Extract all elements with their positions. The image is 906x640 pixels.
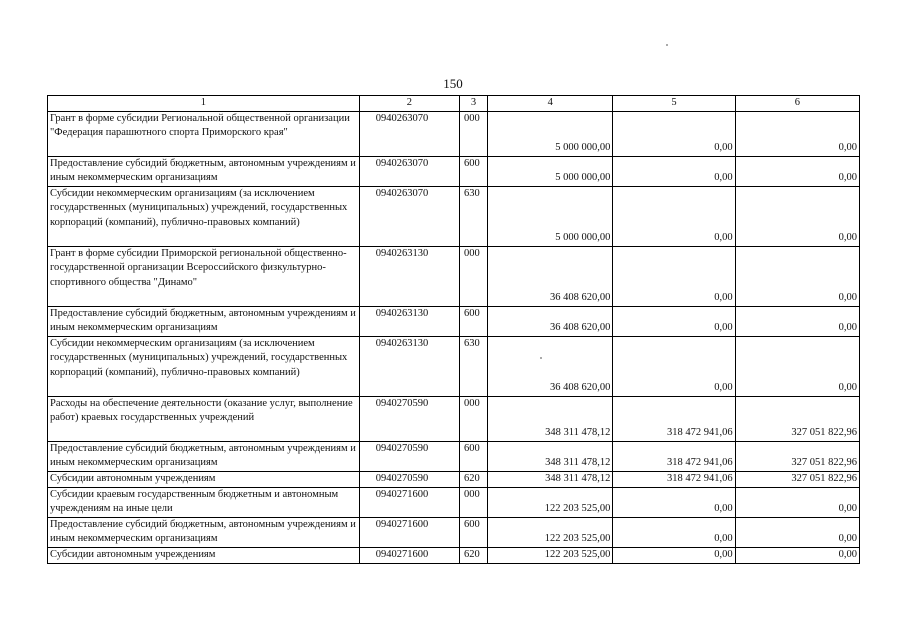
row-code-cell: 0940270590 (359, 396, 459, 441)
row-type-cell: 630 (460, 186, 488, 246)
table-row (48, 396, 860, 441)
row-type-cell: 600 (460, 156, 488, 186)
row-value-3-cell: 0,00 (735, 306, 859, 336)
row-code-cell: 0940271600 (359, 517, 459, 547)
row-name-cell: Субсидии некоммерческим организациям (за исключением государственных (муниципальных) учреждений, государственных корпораций (компаний), публично-правовых компаний) (48, 336, 360, 396)
row-value-1-cell: 122 203 525,00 (488, 487, 613, 517)
scan-speck (666, 44, 668, 46)
table-row (48, 441, 860, 471)
row-name-cell: Грант в форме субсидии Региональной общественной организации "Федерация парашютного спорта Приморского края" (48, 111, 360, 156)
row-value-2-cell: 0,00 (613, 517, 735, 547)
row-value-2-cell: 0,00 (613, 246, 735, 306)
table-row (48, 517, 860, 547)
row-value-1-cell: 122 203 525,00 (488, 547, 613, 563)
row-value-2-cell: 0,00 (613, 186, 735, 246)
page-number: 150 (443, 76, 463, 91)
row-value-2-cell: 0,00 (613, 487, 735, 517)
row-value-2-cell: 0,00 (613, 547, 735, 563)
row-value-2-cell: 318 472 941,06 (613, 471, 735, 487)
row-code-cell: 0940263130 (359, 306, 459, 336)
row-value-1-cell: 5 000 000,00 (488, 186, 613, 246)
column-header: 1 (48, 96, 360, 112)
row-type-cell: 600 (460, 441, 488, 471)
row-name-cell: Предоставление субсидий бюджетным, автономным учреждениям и иным некоммерческим организациям (48, 441, 360, 471)
row-name-cell: Субсидии автономным учреждениям (48, 471, 360, 487)
table-row (48, 336, 860, 396)
row-code-cell: 0940270590 (359, 471, 459, 487)
row-code-cell: 0940263070 (359, 111, 459, 156)
row-type-cell: 000 (460, 246, 488, 306)
budget-table (47, 95, 860, 564)
row-value-1-cell: 5 000 000,00 (488, 156, 613, 186)
column-header: 3 (460, 96, 488, 112)
row-name-cell: Предоставление субсидий бюджетным, автономным учреждениям и иным некоммерческим организациям (48, 306, 360, 336)
row-code-cell: 0940263070 (359, 156, 459, 186)
row-value-2-cell: 0,00 (613, 336, 735, 396)
row-value-3-cell: 0,00 (735, 336, 859, 396)
row-name-cell: Расходы на обеспечение деятельности (оказание услуг, выполнение работ) краевых государственных учреждений (48, 396, 360, 441)
table-row (48, 246, 860, 306)
row-name-cell: Грант в форме субсидии Приморской региональной общественно-государственной организации Всероссийского физкультурно-спортивного общества "Динамо" (48, 246, 360, 306)
row-value-1-cell: 348 311 478,12 (488, 441, 613, 471)
row-value-3-cell: 0,00 (735, 111, 859, 156)
row-type-cell: 620 (460, 471, 488, 487)
row-code-cell: 0940271600 (359, 547, 459, 563)
row-code-cell: 0940263130 (359, 246, 459, 306)
table-header-row (48, 96, 860, 112)
table-row (48, 156, 860, 186)
column-header: 6 (735, 96, 859, 112)
row-value-3-cell: 0,00 (735, 246, 859, 306)
row-type-cell: 000 (460, 487, 488, 517)
row-type-cell: 600 (460, 306, 488, 336)
row-value-1-cell: 36 408 620,00 (488, 306, 613, 336)
row-value-3-cell: 327 051 822,96 (735, 441, 859, 471)
row-value-2-cell: 0,00 (613, 306, 735, 336)
row-code-cell: 0940263130 (359, 336, 459, 396)
table-row (48, 471, 860, 487)
row-value-1-cell: 348 311 478,12 (488, 471, 613, 487)
row-type-cell: 620 (460, 547, 488, 563)
row-value-2-cell: 0,00 (613, 156, 735, 186)
row-code-cell: 0940271600 (359, 487, 459, 517)
row-value-1-cell: 5 000 000,00 (488, 111, 613, 156)
row-type-cell: 000 (460, 396, 488, 441)
row-name-cell: Предоставление субсидий бюджетным, автономным учреждениям и иным некоммерческим организациям (48, 517, 360, 547)
row-name-cell: Субсидии некоммерческим организациям (за исключением государственных (муниципальных) учреждений, государственных корпораций (компаний), публично-правовых компаний) (48, 186, 360, 246)
row-value-1-cell: 348 311 478,12 (488, 396, 613, 441)
row-type-cell: 000 (460, 111, 488, 156)
column-header: 5 (613, 96, 735, 112)
table-row (48, 487, 860, 517)
column-header: 4 (488, 96, 613, 112)
row-name-cell: Субсидии краевым государственным бюджетным и автономным учреждениям на иные цели (48, 487, 360, 517)
row-name-cell: Предоставление субсидий бюджетным, автономным учреждениям и иным некоммерческим организациям (48, 156, 360, 186)
row-value-2-cell: 318 472 941,06 (613, 441, 735, 471)
row-value-3-cell: 0,00 (735, 547, 859, 563)
row-value-1-cell: 36 408 620,00 (488, 336, 613, 396)
row-value-3-cell: 327 051 822,96 (735, 396, 859, 441)
row-type-cell: 600 (460, 517, 488, 547)
row-code-cell: 0940263070 (359, 186, 459, 246)
row-value-1-cell: 36 408 620,00 (488, 246, 613, 306)
row-code-cell: 0940270590 (359, 441, 459, 471)
table-row (48, 186, 860, 246)
row-value-3-cell: 0,00 (735, 186, 859, 246)
column-header: 2 (359, 96, 459, 112)
table-row (48, 547, 860, 563)
row-value-3-cell: 0,00 (735, 156, 859, 186)
table-row (48, 111, 860, 156)
row-value-1-cell: 122 203 525,00 (488, 517, 613, 547)
row-value-2-cell: 0,00 (613, 111, 735, 156)
row-name-cell: Субсидии автономным учреждениям (48, 547, 360, 563)
row-value-3-cell: 327 051 822,96 (735, 471, 859, 487)
row-value-2-cell: 318 472 941,06 (613, 396, 735, 441)
scan-speck (540, 357, 542, 359)
row-type-cell: 630 (460, 336, 488, 396)
row-value-3-cell: 0,00 (735, 487, 859, 517)
table-row (48, 306, 860, 336)
row-value-3-cell: 0,00 (735, 517, 859, 547)
